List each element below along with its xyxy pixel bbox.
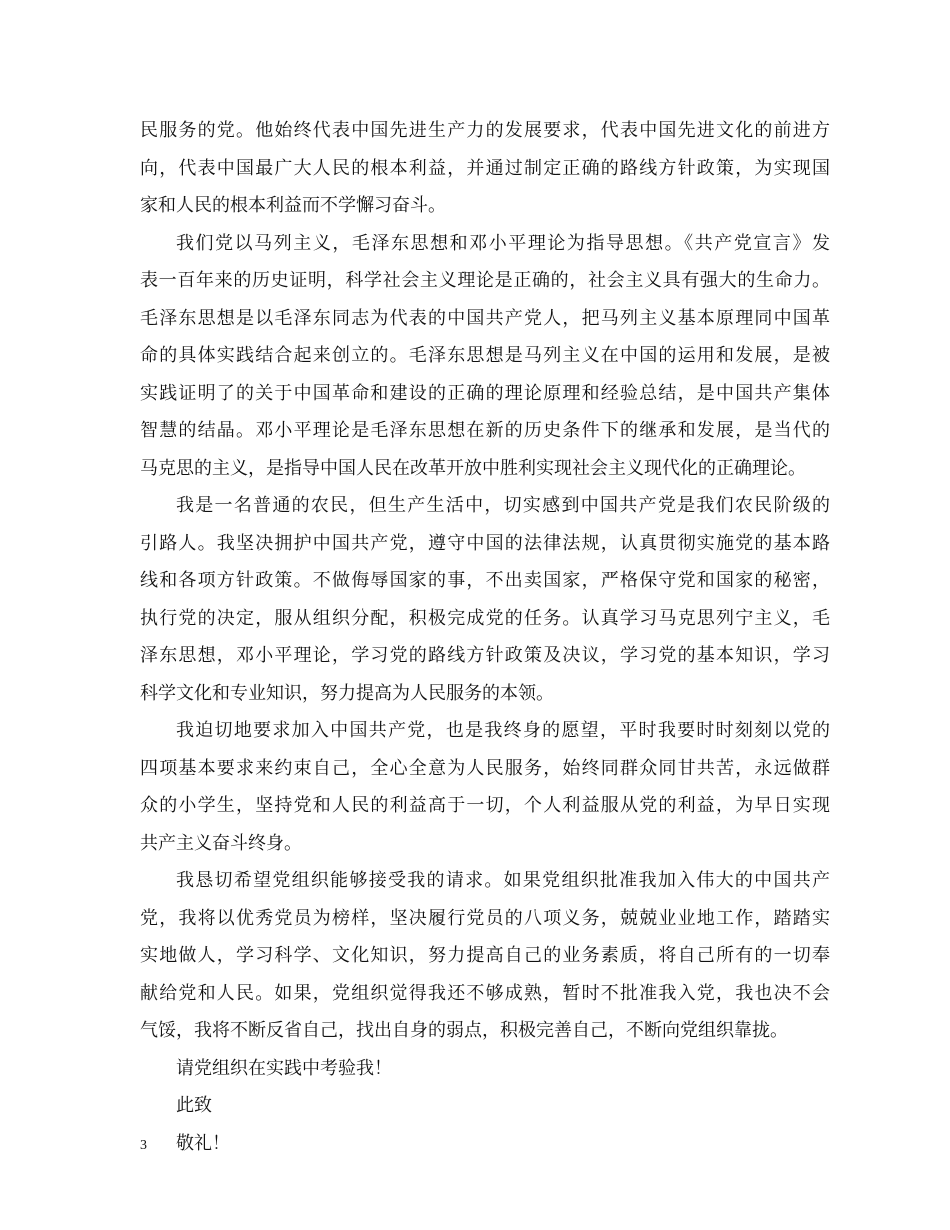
- text-line: 执行党的决定，服从组织分配，积极完成党的任务。认真学习马克思列宁主义，毛: [140, 607, 830, 629]
- paragraph-first-line: 我迫切地要求加入中国共产党，也是我终身的愿望，平时我要时时刻刻以党的: [176, 720, 830, 741]
- salutation-line: 此致: [176, 1095, 212, 1116]
- text-line: 民服务的党。他始终代表中国先进生产力的发展要求，代表中国先进文化的前进方: [140, 120, 830, 141]
- text-line: 毛泽东思想是以毛泽东同志为代表的中国共产党人，把马列主义基本原理同中国革: [140, 307, 830, 329]
- text-line: 党，我将以优秀党员为榜样，坚决履行党员的八项义务，兢兢业业地工作，踏踏实: [140, 907, 830, 929]
- text-line: 马克思的主义，是指导中国人民在改革开放中胜利实现社会主义现代化的正确理论。: [140, 457, 806, 479]
- page-number: 3: [140, 1138, 147, 1153]
- text-line: 家和人民的根本利益而不学懈习奋斗。: [140, 195, 446, 216]
- text-line: 表一百年来的历史证明，科学社会主义理论是正确的，社会主义具有强大的生命力。: [140, 270, 830, 291]
- text-line: 献给党和人民。如果，党组织觉得我还不够成熟，暂时不批准我入党，我也决不会: [140, 982, 830, 1004]
- text-line: 气馁，我将不断反省自己，找出自身的弱点，积极完善自己，不断向党组织靠拢。: [140, 1020, 788, 1041]
- text-line: 泽东思想，邓小平理论，学习党的路线方针政策及决议，学习党的基本知识，学习: [140, 645, 830, 666]
- text-line: 科学文化和专业知识，努力提高为人民服务的本领。: [140, 682, 554, 704]
- paragraph-first-line: 我们党以马列主义，毛泽东思想和邓小平理论为指导思想。《共产党宣言》发: [176, 232, 830, 254]
- closing-request-line: 请党组织在实践中考验我！: [176, 1057, 392, 1079]
- text-line: 引路人。我坚决拥护中国共产党，遵守中国的法律法规，认真贯彻实施党的基本路: [140, 532, 830, 554]
- text-line: 实地做人，学习科学、文化知识，努力提高自己的业务素质，将自己所有的一切奉: [140, 945, 830, 966]
- text-line: 向，代表中国最广大人民的根本利益，并通过制定正确的路线方针政策，为实现国: [140, 157, 830, 179]
- text-line: 共产主义奋斗终身。: [140, 832, 302, 854]
- text-line: 智慧的结晶。邓小平理论是毛泽东思想在新的历史条件下的继承和发展，是当代的: [140, 420, 830, 441]
- paragraph-first-line: 我是一名普通的农民，但生产生活中，切实感到中国共产党是我们农民阶级的: [176, 495, 830, 516]
- text-line: 众的小学生，坚持党和人民的利益高于一切，个人利益服从党的利益，为早日实现: [140, 795, 830, 816]
- paragraph-first-line: 我恳切希望党组织能够接受我的请求。如果党组织批准我加入伟大的中国共产: [176, 870, 830, 891]
- text-line: 线和各项方针政策。不做侮辱国家的事，不出卖国家，严格保守党和国家的秘密，: [140, 570, 830, 591]
- text-line: 命的具体实践结合起来创立的。毛泽东思想是马列主义在中国的运用和发展，是被: [140, 345, 830, 366]
- respect-line: 敬礼！: [176, 1132, 230, 1154]
- text-line: 实践证明了的关于中国革命和建设的正确的理论原理和经验总结，是中国共产集体: [140, 382, 830, 404]
- document-body: [140, 112, 830, 1162]
- text-line: 四项基本要求来约束自己，全心全意为人民服务，始终同群众同甘共苦，永远做群: [140, 757, 830, 779]
